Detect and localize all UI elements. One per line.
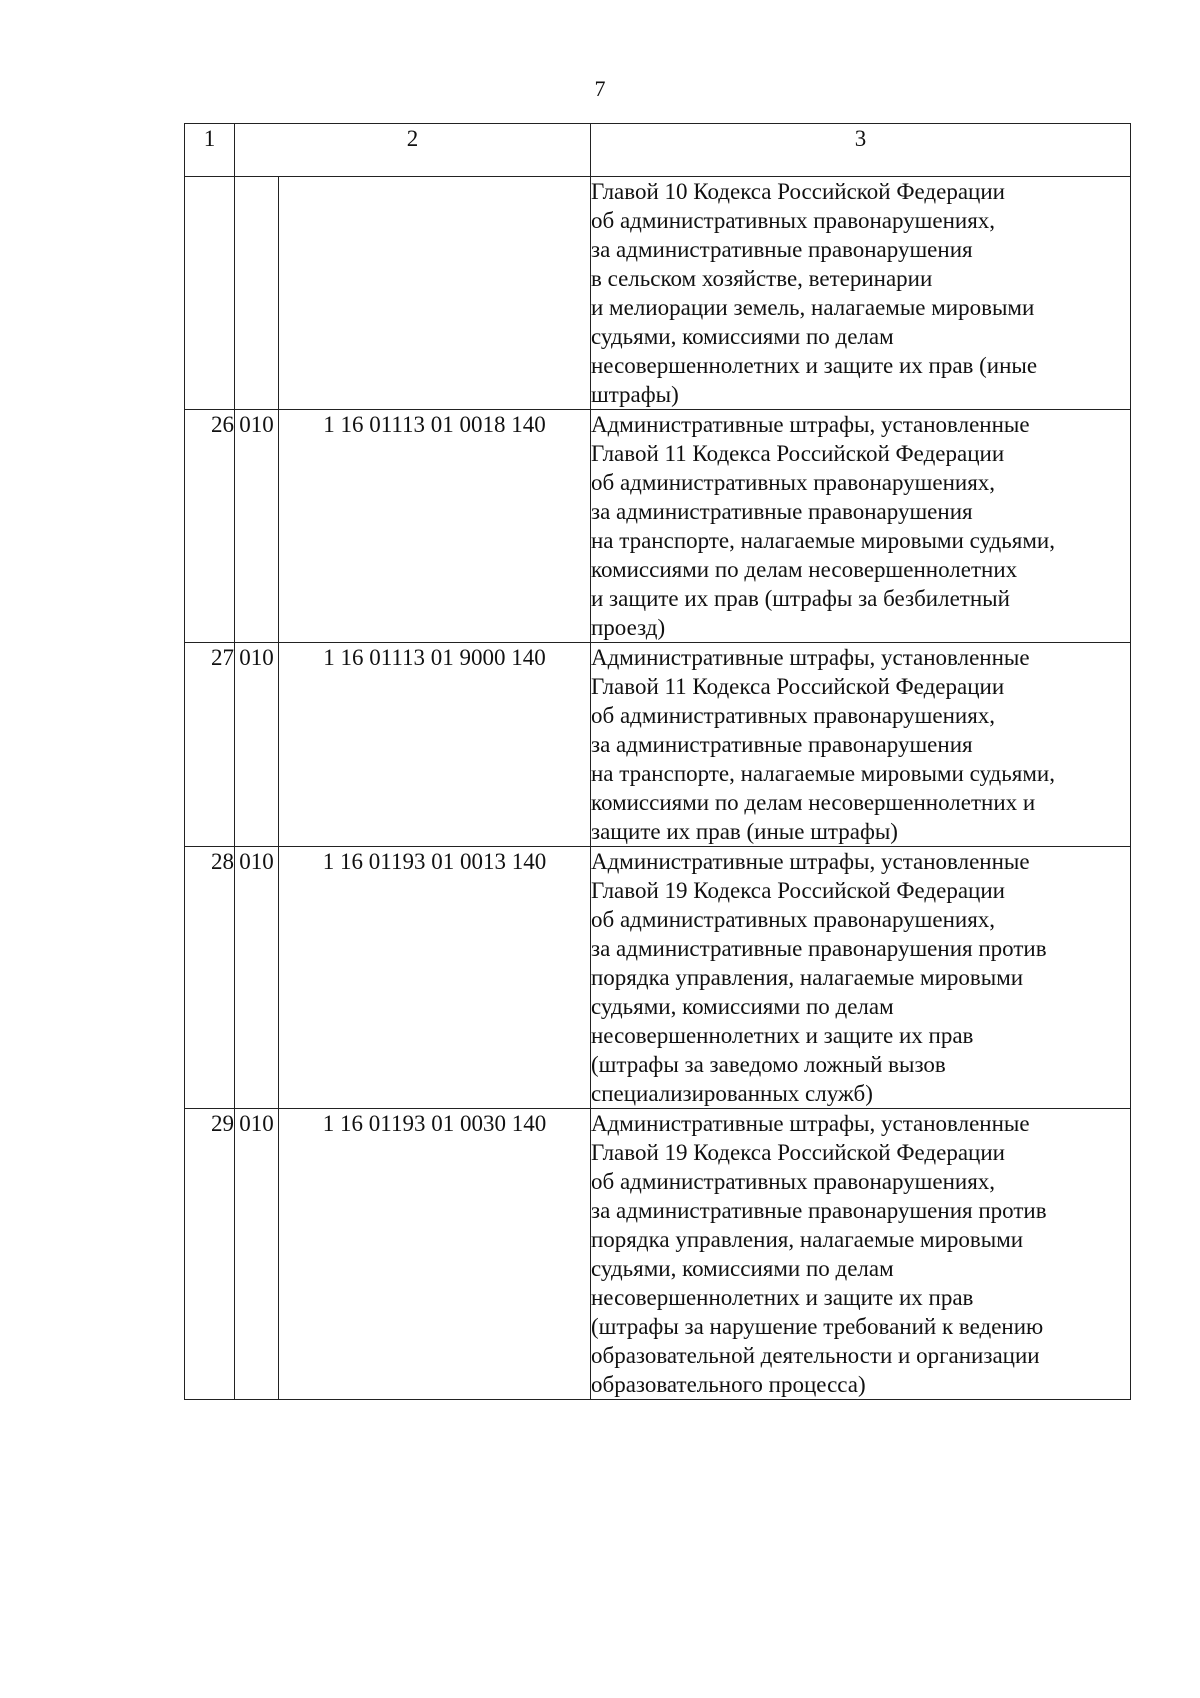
row-number-cell: 26 [185, 410, 235, 643]
description-cell: Административные штрафы, установленные Главой 19 Кодекса Российской Федерации об административных правонарушениях, за административные правонарушения против порядка управления, налагаемые мировыми судьями, комиссиями по делам несовершеннолетних и защите их прав (штрафы за заведомо ложный вызов специализированных служб) [591, 847, 1131, 1109]
table-header-row [185, 124, 1131, 177]
admin-code-cell [235, 177, 279, 410]
budget-code-cell [279, 177, 591, 410]
header-col-1: 1 [185, 124, 235, 177]
description-cell: Административные штрафы, установленные Главой 11 Кодекса Российской Федерации об административных правонарушениях, за административные правонарушения на транспорте, налагаемые мировыми судьями, комиссиями по делам несовершеннолетних и защите их прав (штрафы за безбилетный проезд) [591, 410, 1131, 643]
page-number: 7 [594, 76, 606, 101]
table-row [185, 410, 1131, 643]
budget-codes-table [184, 123, 1131, 1400]
table-row [185, 847, 1131, 1109]
header-col-3: 3 [591, 124, 1131, 177]
admin-code-cell: 010 [235, 410, 279, 643]
admin-code-cell: 010 [235, 643, 279, 847]
table-row-continuation [185, 177, 1131, 410]
table-row [185, 643, 1131, 847]
header-col-2: 2 [235, 124, 591, 177]
admin-code-cell: 010 [235, 1109, 279, 1400]
row-number-cell: 27 [185, 643, 235, 847]
budget-code-cell: 1 16 01113 01 0018 140 [279, 410, 591, 643]
budget-code-cell: 1 16 01113 01 9000 140 [279, 643, 591, 847]
row-number-cell: 28 [185, 847, 235, 1109]
admin-code-cell: 010 [235, 847, 279, 1109]
description-cell: Главой 10 Кодекса Российской Федерации об административных правонарушениях, за административные правонарушения в сельском хозяйстве, ветеринарии и мелиорации земель, налагаемые мировыми судьями, комиссиями по делам несовершеннолетних и защите их прав (иные штрафы) [591, 177, 1131, 410]
row-number-cell: 29 [185, 1109, 235, 1400]
description-cell: Административные штрафы, установленные Главой 11 Кодекса Российской Федерации об административных правонарушениях, за административные правонарушения на транспорте, налагаемые мировыми судьями, комиссиями по делам несовершеннолетних и защите их прав (иные штрафы) [591, 643, 1131, 847]
budget-code-cell: 1 16 01193 01 0030 140 [279, 1109, 591, 1400]
description-cell: Административные штрафы, установленные Главой 19 Кодекса Российской Федерации об административных правонарушениях, за административные правонарушения против порядка управления, налагаемые мировыми судьями, комиссиями по делам несовершеннолетних и защите их прав (штрафы за нарушение требований к ведению образовательной деятельности и организации образовательного процесса) [591, 1109, 1131, 1400]
budget-code-cell: 1 16 01193 01 0013 140 [279, 847, 591, 1109]
row-number-cell [185, 177, 235, 410]
table-row [185, 1109, 1131, 1400]
